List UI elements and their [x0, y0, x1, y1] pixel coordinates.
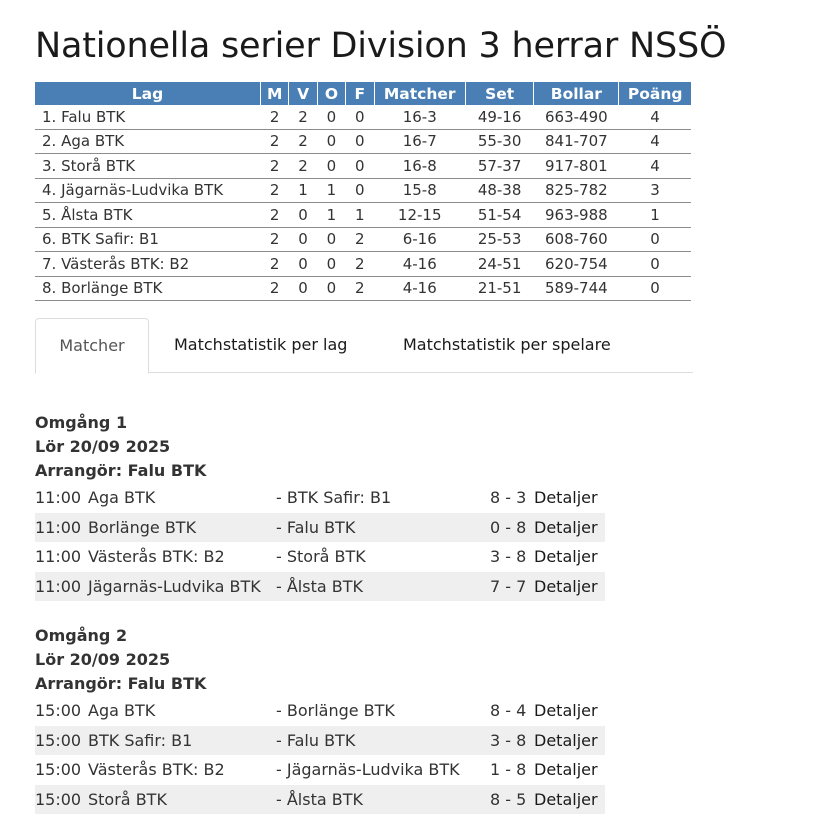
cell-bollar: 841-707: [534, 129, 619, 154]
match-away-team: - Ålsta BTK: [276, 576, 363, 596]
cell-set: 24-51: [465, 252, 533, 277]
table-row: [35, 178, 691, 203]
cell-o: 0: [317, 252, 345, 277]
cell-matcher: 4-16: [374, 276, 465, 301]
cell-bollar: 825-782: [534, 178, 619, 203]
match-row: [35, 483, 605, 513]
header-bollar[interactable]: Bollar: [534, 82, 619, 105]
match-home-team: Aga BTK: [88, 488, 156, 507]
cell-matcher: 4-16: [374, 252, 465, 277]
cell-v: 1: [289, 178, 317, 203]
match-details-link[interactable]: Detaljer: [534, 760, 598, 779]
match-home-team: Jägarnäs-Ludvika BTK: [88, 576, 261, 596]
match-details-link[interactable]: Detaljer: [534, 517, 598, 537]
cell-bollar: 620-754: [534, 252, 619, 277]
cell-m: 2: [261, 227, 289, 252]
cell-o: 0: [317, 276, 345, 301]
cell-v: 2: [289, 129, 317, 154]
cell-m: 2: [261, 178, 289, 203]
match-time: 11:00: [35, 517, 82, 537]
cell-set: 48-38: [465, 178, 533, 203]
standings-table: [35, 82, 691, 301]
match-home-team: BTK Safir: B1: [88, 730, 193, 750]
match-home-team: Västerås BTK: B2: [88, 547, 225, 566]
cell-o: 0: [317, 105, 345, 129]
match-time: 15:00: [35, 789, 82, 809]
match-details-link[interactable]: Detaljer: [534, 547, 598, 566]
table-row: [35, 252, 691, 277]
match-time: 11:00: [35, 576, 82, 596]
cell-poang: 4: [619, 129, 691, 154]
cell-set: 49-16: [465, 105, 533, 129]
round-date: Lör 20/09 2025: [35, 437, 171, 456]
cell-v: 2: [289, 154, 317, 179]
match-score: 3 - 8: [490, 730, 527, 750]
cell-bollar: 963-988: [534, 203, 619, 228]
match-home-team: Storå BTK: [88, 789, 167, 809]
table-row: [35, 276, 691, 301]
tab-matchstatistik-per-spelare[interactable]: Matchstatistik per spelare: [403, 335, 611, 354]
cell-f: 2: [346, 276, 374, 301]
match-away-team: - Borlänge BTK: [276, 701, 395, 720]
match-time: 11:00: [35, 547, 82, 566]
team-name[interactable]: 7. Västerås BTK: B2: [35, 252, 261, 277]
cell-m: 2: [261, 252, 289, 277]
team-name[interactable]: 4. Jägarnäs-Ludvika BTK: [35, 178, 261, 203]
cell-f: 2: [346, 227, 374, 252]
match-score: 1 - 8: [490, 760, 527, 779]
cell-poang: 0: [619, 276, 691, 301]
match-score: 3 - 8: [490, 547, 527, 566]
cell-poang: 4: [619, 105, 691, 129]
table-row: [35, 154, 691, 179]
round-title: Omgång 1: [35, 413, 128, 432]
match-time: 15:00: [35, 760, 82, 779]
cell-f: 0: [346, 178, 374, 203]
cell-m: 2: [261, 276, 289, 301]
match-details-link[interactable]: Detaljer: [534, 576, 598, 596]
team-name[interactable]: 2. Aga BTK: [35, 129, 261, 154]
match-details-link[interactable]: Detaljer: [534, 730, 598, 750]
match-away-team: - Ålsta BTK: [276, 789, 363, 809]
round-title: Omgång 2: [35, 626, 128, 645]
match-time: 15:00: [35, 701, 82, 720]
cell-set: 55-30: [465, 129, 533, 154]
cell-bollar: 663-490: [534, 105, 619, 129]
cell-o: 0: [317, 129, 345, 154]
cell-bollar: 589-744: [534, 276, 619, 301]
cell-matcher: 16-7: [374, 129, 465, 154]
team-name[interactable]: 8. Borlänge BTK: [35, 276, 261, 301]
cell-matcher: 15-8: [374, 178, 465, 203]
match-row: [35, 785, 605, 815]
match-time: 11:00: [35, 488, 82, 507]
match-row: [35, 726, 605, 756]
cell-v: 0: [289, 276, 317, 301]
cell-set: 57-37: [465, 154, 533, 179]
header-matcher[interactable]: Matcher: [374, 82, 465, 105]
cell-matcher: 16-8: [374, 154, 465, 179]
cell-poang: 1: [619, 203, 691, 228]
cell-o: 1: [317, 178, 345, 203]
match-away-team: - BTK Safir: B1: [276, 488, 392, 507]
team-name[interactable]: 5. Ålsta BTK: [35, 203, 261, 228]
table-row: [35, 227, 691, 252]
match-home-team: Borlänge BTK: [88, 517, 197, 537]
match-home-team: Aga BTK: [88, 701, 156, 720]
match-row: [35, 513, 605, 543]
round-date: Lör 20/09 2025: [35, 650, 171, 669]
tab-matchstatistik-per-lag[interactable]: Matchstatistik per lag: [174, 335, 348, 354]
round-host: Arrangör: Falu BTK: [35, 461, 207, 480]
match-score: 7 - 7: [490, 576, 527, 596]
cell-poang: 0: [619, 252, 691, 277]
cell-m: 2: [261, 154, 289, 179]
cell-o: 0: [317, 154, 345, 179]
cell-matcher: 12-15: [374, 203, 465, 228]
cell-set: 51-54: [465, 203, 533, 228]
cell-f: 2: [346, 252, 374, 277]
cell-o: 0: [317, 227, 345, 252]
cell-m: 2: [261, 203, 289, 228]
match-details-link[interactable]: Detaljer: [534, 789, 598, 809]
cell-v: 0: [289, 252, 317, 277]
header-o[interactable]: O: [317, 82, 345, 105]
match-score: 8 - 3: [490, 488, 527, 507]
cell-v: 0: [289, 203, 317, 228]
match-away-team: - Jägarnäs-Ludvika BTK: [276, 760, 460, 779]
match-row: [35, 572, 605, 602]
header-f[interactable]: F: [346, 82, 374, 105]
cell-v: 0: [289, 227, 317, 252]
cell-f: 0: [346, 105, 374, 129]
match-score: 0 - 8: [490, 517, 527, 537]
cell-set: 25-53: [465, 227, 533, 252]
header-lag[interactable]: Lag: [35, 82, 261, 105]
cell-poang: 0: [619, 227, 691, 252]
cell-poang: 4: [619, 154, 691, 179]
match-score: 8 - 5: [490, 789, 527, 809]
cell-m: 2: [261, 129, 289, 154]
match-away-team: - Falu BTK: [276, 730, 356, 750]
cell-matcher: 16-3: [374, 105, 465, 129]
cell-bollar: 917-801: [534, 154, 619, 179]
header-set[interactable]: Set: [465, 82, 533, 105]
header-v[interactable]: V: [289, 82, 317, 105]
table-row: [35, 105, 691, 129]
cell-set: 21-51: [465, 276, 533, 301]
round-1: [35, 411, 605, 601]
team-name[interactable]: 1. Falu BTK: [35, 105, 261, 129]
page-title: Nationella serier Division 3 herrar NSSÖ: [35, 26, 727, 66]
cell-f: 1: [346, 203, 374, 228]
cell-m: 2: [261, 105, 289, 129]
match-details-link[interactable]: Detaljer: [534, 488, 598, 507]
team-name[interactable]: 6. BTK Safir: B1: [35, 227, 261, 252]
match-home-team: Västerås BTK: B2: [88, 760, 225, 779]
cell-matcher: 6-16: [374, 227, 465, 252]
match-row: [35, 755, 605, 785]
tab-bar: [35, 318, 693, 373]
table-row: [35, 129, 691, 154]
match-time: 15:00: [35, 730, 82, 750]
match-score: 8 - 4: [490, 701, 527, 720]
match-away-team: - Falu BTK: [276, 517, 356, 537]
round-host: Arrangör: Falu BTK: [35, 674, 207, 693]
match-details-link[interactable]: Detaljer: [534, 701, 598, 720]
round-2: [35, 624, 605, 814]
match-away-team: - Storå BTK: [276, 547, 366, 566]
tab-matcher[interactable]: Matcher: [35, 318, 149, 374]
cell-f: 0: [346, 154, 374, 179]
match-row: [35, 696, 605, 726]
header-m[interactable]: M: [261, 82, 289, 105]
cell-f: 0: [346, 129, 374, 154]
match-row: [35, 542, 605, 572]
standings-header-row: [35, 82, 691, 105]
team-name[interactable]: 3. Storå BTK: [35, 154, 261, 179]
cell-v: 2: [289, 105, 317, 129]
cell-poang: 3: [619, 178, 691, 203]
table-row: [35, 203, 691, 228]
header-poang[interactable]: Poäng: [619, 82, 691, 105]
cell-bollar: 608-760: [534, 227, 619, 252]
cell-o: 1: [317, 203, 345, 228]
